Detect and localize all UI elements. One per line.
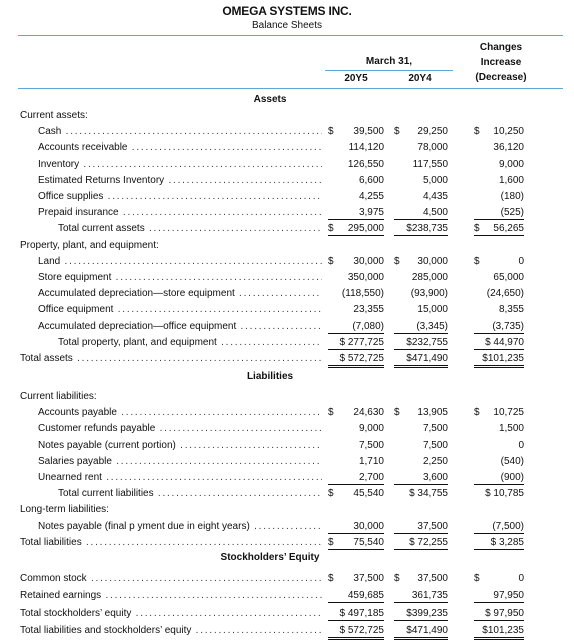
cell-value: 0 xyxy=(518,255,524,267)
row-label xyxy=(38,422,322,436)
row-label-text: Long-term liabilities: xyxy=(20,504,109,516)
cell-value: $ 10,785 xyxy=(485,488,524,500)
table-row xyxy=(0,455,574,469)
table-row xyxy=(0,624,574,638)
table-row xyxy=(0,503,574,517)
row-label-text: Estimated Returns Inventory xyxy=(38,174,165,186)
row-label xyxy=(38,190,322,204)
row-label xyxy=(20,572,322,586)
cell-y5 xyxy=(328,141,384,154)
row-label-text: Total current liabilities xyxy=(58,488,154,500)
cell-ch xyxy=(474,320,524,334)
section-assets: Assets xyxy=(253,94,287,105)
row-label xyxy=(38,406,322,420)
row-label-text: Cash xyxy=(38,126,62,138)
statement-title: Balance Sheets xyxy=(251,20,323,31)
col-header-20y5: 20Y5 xyxy=(344,73,368,84)
date-rule xyxy=(325,70,453,71)
cell-y5 xyxy=(328,303,384,316)
row-label-text: Total current assets xyxy=(58,223,145,235)
cell-value: 1,710 xyxy=(358,455,384,467)
cell-value: 30,000 xyxy=(353,520,384,532)
cell-ch xyxy=(474,455,524,468)
cell-value: $ 97,950 xyxy=(485,607,524,619)
cell-value: 285,000 xyxy=(411,272,448,283)
row-label-text: Notes payable (final p yment due in eight years) xyxy=(38,520,250,532)
row-label xyxy=(38,174,322,188)
cell-value: 6,600 xyxy=(358,174,384,186)
table-row xyxy=(0,487,574,501)
table-row xyxy=(0,206,574,220)
cell-y5 xyxy=(328,222,384,236)
cell-y4 xyxy=(394,125,448,138)
table-row xyxy=(0,589,574,603)
cell-ch xyxy=(474,271,524,284)
cell-value: 2,700 xyxy=(358,472,384,483)
section-liabilities: Liabilities xyxy=(246,371,294,382)
row-label xyxy=(38,255,322,269)
cell-y4 xyxy=(394,536,448,550)
cell-value: 114,120 xyxy=(348,142,384,154)
col-header-increase: Increase xyxy=(480,57,522,68)
cell-value: 78,000 xyxy=(417,142,448,154)
cell-value: 36,120 xyxy=(493,142,524,154)
cell-ch xyxy=(474,190,524,203)
table-row xyxy=(0,352,574,366)
cell-y5 xyxy=(328,352,384,368)
row-label xyxy=(58,336,322,350)
cell-value: 7,500 xyxy=(422,423,448,435)
row-label-text: Notes payable (current portion) xyxy=(38,439,176,451)
cell-value: 45,540 xyxy=(353,488,384,500)
cell-value: (180) xyxy=(500,191,524,202)
currency-sign: $ xyxy=(328,536,334,548)
cell-y4 xyxy=(394,174,448,187)
row-label-text: Total stockholders’ equity xyxy=(20,607,132,619)
cell-value: (525) xyxy=(500,207,524,219)
row-label xyxy=(58,222,322,236)
cell-ch xyxy=(474,303,524,316)
row-label xyxy=(38,141,322,155)
row-label-text: Inventory xyxy=(38,158,80,170)
cell-value: (93,900) xyxy=(410,288,448,300)
currency-sign: $ xyxy=(394,407,400,419)
cell-y4 xyxy=(394,572,448,585)
cell-value: 65,000 xyxy=(493,272,524,283)
row-label xyxy=(20,390,322,404)
cell-value: (118,550) xyxy=(341,288,384,300)
table-row xyxy=(0,406,574,420)
header-rule-bottom xyxy=(18,88,563,89)
row-label xyxy=(38,206,322,220)
cell-value: $ 277,725 xyxy=(339,336,384,348)
row-label xyxy=(38,455,322,469)
cell-value: 75,540 xyxy=(353,536,384,548)
cell-y4 xyxy=(394,589,448,603)
cell-y5 xyxy=(328,158,384,171)
row-label-text: Office supplies xyxy=(38,191,104,202)
cell-ch xyxy=(474,125,524,138)
cell-ch xyxy=(474,471,524,485)
cell-value: 4,500 xyxy=(422,207,448,219)
table-row xyxy=(0,287,574,301)
cell-value: 117,550 xyxy=(412,158,448,170)
table-row xyxy=(0,320,574,334)
cell-y4 xyxy=(394,222,448,236)
row-label-text: Property, plant, and equipment: xyxy=(20,239,159,251)
table-row xyxy=(0,520,574,534)
cell-y5 xyxy=(328,190,384,203)
cell-ch xyxy=(474,487,524,500)
cell-value: 30,000 xyxy=(417,255,448,267)
table-row xyxy=(0,607,574,621)
row-label xyxy=(38,271,322,285)
row-label-text: Total property, plant, and equipment xyxy=(58,336,217,348)
cell-value: 295,000 xyxy=(347,223,384,235)
cell-ch xyxy=(474,352,524,368)
cell-value: (7,500) xyxy=(492,520,524,532)
cell-value: 24,630 xyxy=(353,407,384,419)
table-row xyxy=(0,125,574,139)
currency-sign: $ xyxy=(328,223,334,235)
table-row xyxy=(0,572,574,586)
cell-y5 xyxy=(328,336,384,350)
row-label xyxy=(20,607,322,621)
table-row xyxy=(0,303,574,317)
cell-value: (900) xyxy=(500,472,524,483)
table-row xyxy=(0,174,574,188)
row-label xyxy=(38,158,322,172)
cell-y4 xyxy=(394,158,448,171)
cell-ch xyxy=(474,422,524,435)
cell-ch xyxy=(474,222,524,236)
cell-value: $238,735 xyxy=(406,223,448,235)
cell-y4 xyxy=(394,320,448,334)
cell-value: $ 72,255 xyxy=(409,536,448,548)
cell-value: $ 44,970 xyxy=(485,336,524,348)
cell-y5 xyxy=(328,406,384,419)
row-label xyxy=(38,439,322,453)
cell-y5 xyxy=(328,287,384,300)
currency-sign: $ xyxy=(394,126,400,138)
row-label-text: Current liabilities: xyxy=(20,391,97,402)
cell-value: 0 xyxy=(518,573,524,584)
cell-y4 xyxy=(394,487,448,500)
cell-y4 xyxy=(394,607,448,621)
company-name: OMEGA SYSTEMS INC. xyxy=(222,4,352,18)
table-row xyxy=(0,222,574,236)
cell-y5 xyxy=(328,471,384,485)
cell-y5 xyxy=(328,439,384,452)
currency-sign: $ xyxy=(328,573,334,584)
cell-value: $ 572,725 xyxy=(339,353,384,364)
row-label xyxy=(20,589,322,603)
col-header-changes: Changes xyxy=(479,42,523,53)
cell-value: 37,500 xyxy=(417,573,448,584)
currency-sign: $ xyxy=(474,573,480,584)
currency-sign: $ xyxy=(328,488,334,500)
cell-ch xyxy=(474,336,524,350)
cell-value: (3,345) xyxy=(416,320,448,332)
cell-value: 37,500 xyxy=(417,520,448,532)
cell-value: 37,500 xyxy=(353,573,384,584)
cell-value: 56,265 xyxy=(493,223,524,235)
cell-value: 10,250 xyxy=(493,126,524,138)
cell-y5 xyxy=(328,487,384,500)
cell-y4 xyxy=(394,352,448,368)
cell-ch xyxy=(474,206,524,220)
row-label-text: Office equipment xyxy=(38,304,114,316)
cell-value: 1,600 xyxy=(498,174,524,186)
cell-value: $ 34,755 xyxy=(409,488,448,500)
cell-y5 xyxy=(328,536,384,550)
cell-ch xyxy=(474,141,524,154)
row-label-text: Retained earnings xyxy=(20,590,102,602)
currency-sign: $ xyxy=(474,407,480,419)
cell-value: 459,685 xyxy=(347,590,384,602)
cell-value: 97,950 xyxy=(493,590,524,602)
cell-value: $471,490 xyxy=(406,624,448,636)
table-row xyxy=(0,271,574,285)
row-label-text: Total liabilities and stockholders’ equity xyxy=(20,624,192,636)
cell-y4 xyxy=(394,336,448,350)
table-row xyxy=(0,439,574,453)
row-label xyxy=(20,109,322,123)
cell-y5 xyxy=(328,271,384,284)
cell-value: $471,490 xyxy=(406,353,448,364)
cell-y4 xyxy=(394,520,448,534)
table-row xyxy=(0,141,574,155)
cell-y4 xyxy=(394,190,448,203)
row-label xyxy=(20,503,322,517)
cell-value: $ 3,285 xyxy=(490,536,524,548)
cell-value: 126,550 xyxy=(347,158,384,170)
cell-value: 3,600 xyxy=(422,472,448,483)
cell-ch xyxy=(474,536,524,550)
cell-value: 4,435 xyxy=(422,191,448,202)
cell-value: 7,500 xyxy=(422,439,448,451)
cell-ch xyxy=(474,589,524,603)
cell-value: 39,500 xyxy=(353,126,384,138)
cell-value: 0 xyxy=(518,439,524,451)
row-label-text: Salaries payable xyxy=(38,455,112,467)
currency-sign: $ xyxy=(474,255,480,267)
cell-y4 xyxy=(394,422,448,435)
row-label xyxy=(38,287,322,301)
row-label xyxy=(58,487,322,501)
cell-y4 xyxy=(394,206,448,220)
cell-y4 xyxy=(394,439,448,452)
cell-y4 xyxy=(394,287,448,300)
table-row xyxy=(0,158,574,172)
cell-value: $399,235 xyxy=(406,607,448,619)
cell-value: 10,725 xyxy=(493,407,524,419)
currency-sign: $ xyxy=(394,255,400,267)
cell-y4 xyxy=(394,455,448,468)
cell-ch xyxy=(474,287,524,300)
currency-sign: $ xyxy=(474,126,480,138)
cell-value: 361,735 xyxy=(411,590,448,602)
cell-ch xyxy=(474,158,524,171)
cell-value: $101,235 xyxy=(482,353,524,364)
cell-y5 xyxy=(328,624,384,640)
cell-value: 7,500 xyxy=(358,439,384,451)
currency-sign: $ xyxy=(328,255,334,267)
date-heading: March 31, xyxy=(365,56,413,67)
table-row xyxy=(0,109,574,123)
header-rule-top xyxy=(18,35,563,36)
cell-value: 13,905 xyxy=(417,407,448,419)
cell-y5 xyxy=(328,520,384,534)
cell-value: (7,080) xyxy=(352,320,384,332)
cell-ch xyxy=(474,624,524,640)
cell-y4 xyxy=(394,406,448,419)
row-label-text: Current assets: xyxy=(20,110,88,121)
cell-value: 29,250 xyxy=(417,126,448,138)
cell-value: 2,250 xyxy=(422,455,448,467)
row-label-text: Total assets xyxy=(20,353,73,364)
currency-sign: $ xyxy=(328,126,334,138)
cell-y4 xyxy=(394,271,448,284)
row-label xyxy=(20,352,322,366)
cell-y5 xyxy=(328,320,384,334)
cell-value: 5,000 xyxy=(422,174,448,186)
cell-y5 xyxy=(328,125,384,138)
table-row xyxy=(0,190,574,204)
row-label-text: Accounts payable xyxy=(38,407,117,419)
cell-y5 xyxy=(328,572,384,585)
cell-value: $232,755 xyxy=(406,336,448,348)
cell-value: (540) xyxy=(500,455,524,467)
row-label xyxy=(38,320,322,334)
cell-ch xyxy=(474,607,524,621)
row-label-text: Prepaid insurance xyxy=(38,207,119,219)
row-label xyxy=(38,471,322,485)
row-label xyxy=(38,520,322,534)
cell-value: 350,000 xyxy=(347,272,384,283)
row-label-text: Customer refunds payable xyxy=(38,423,156,435)
cell-y4 xyxy=(394,471,448,485)
row-label xyxy=(20,624,322,638)
cell-y5 xyxy=(328,589,384,603)
row-label-text: Total liabilities xyxy=(20,536,82,548)
cell-value: 23,355 xyxy=(353,304,384,316)
row-label-text: Accumulated depreciation—store equipment xyxy=(38,288,235,300)
cell-ch xyxy=(474,572,524,585)
row-label-text: Accounts receivable xyxy=(38,142,128,154)
table-row xyxy=(0,390,574,404)
cell-y5 xyxy=(328,255,384,268)
col-header-decrease: (Decrease) xyxy=(475,72,527,83)
table-row xyxy=(0,336,574,350)
cell-value: 3,975 xyxy=(358,207,384,219)
currency-sign: $ xyxy=(328,407,334,419)
cell-y4 xyxy=(394,255,448,268)
row-label-text: Land xyxy=(38,255,61,267)
cell-ch xyxy=(474,406,524,419)
cell-y4 xyxy=(394,141,448,154)
row-label xyxy=(38,125,322,139)
cell-value: 9,000 xyxy=(498,158,524,170)
cell-ch xyxy=(474,174,524,187)
cell-ch xyxy=(474,439,524,452)
table-row xyxy=(0,422,574,436)
cell-y4 xyxy=(394,303,448,316)
cell-ch xyxy=(474,520,524,534)
currency-sign: $ xyxy=(394,573,400,584)
cell-y5 xyxy=(328,206,384,220)
cell-ch xyxy=(474,255,524,268)
row-label xyxy=(20,239,322,253)
cell-value: (3,735) xyxy=(492,320,524,332)
cell-y5 xyxy=(328,422,384,435)
row-label-text: Unearned rent xyxy=(38,472,102,483)
cell-y5 xyxy=(328,455,384,468)
cell-y4 xyxy=(394,624,448,640)
section-equity: Stockholders’ Equity xyxy=(220,552,320,563)
currency-sign: $ xyxy=(474,223,480,235)
cell-value: 30,000 xyxy=(353,255,384,267)
col-header-20y4: 20Y4 xyxy=(408,73,432,84)
row-label xyxy=(20,536,322,550)
cell-value: 15,000 xyxy=(417,304,448,316)
row-label-text: Accumulated depreciation—office equipment xyxy=(38,320,237,332)
cell-y5 xyxy=(328,607,384,621)
row-label-text: Store equipment xyxy=(38,272,112,283)
table-row xyxy=(0,239,574,253)
cell-value: 4,255 xyxy=(358,191,384,202)
cell-value: $ 572,725 xyxy=(339,624,384,636)
cell-value: (24,650) xyxy=(486,288,524,300)
cell-value: 1,500 xyxy=(498,423,524,435)
cell-value: 9,000 xyxy=(358,423,384,435)
table-row xyxy=(0,471,574,485)
row-label-text: Common stock xyxy=(20,573,87,584)
cell-value: $ 497,185 xyxy=(339,607,384,619)
table-row xyxy=(0,255,574,269)
table-row xyxy=(0,536,574,550)
row-label xyxy=(38,303,322,317)
cell-y5 xyxy=(328,174,384,187)
cell-value: 8,355 xyxy=(498,304,524,316)
cell-value: $101,235 xyxy=(482,624,524,636)
